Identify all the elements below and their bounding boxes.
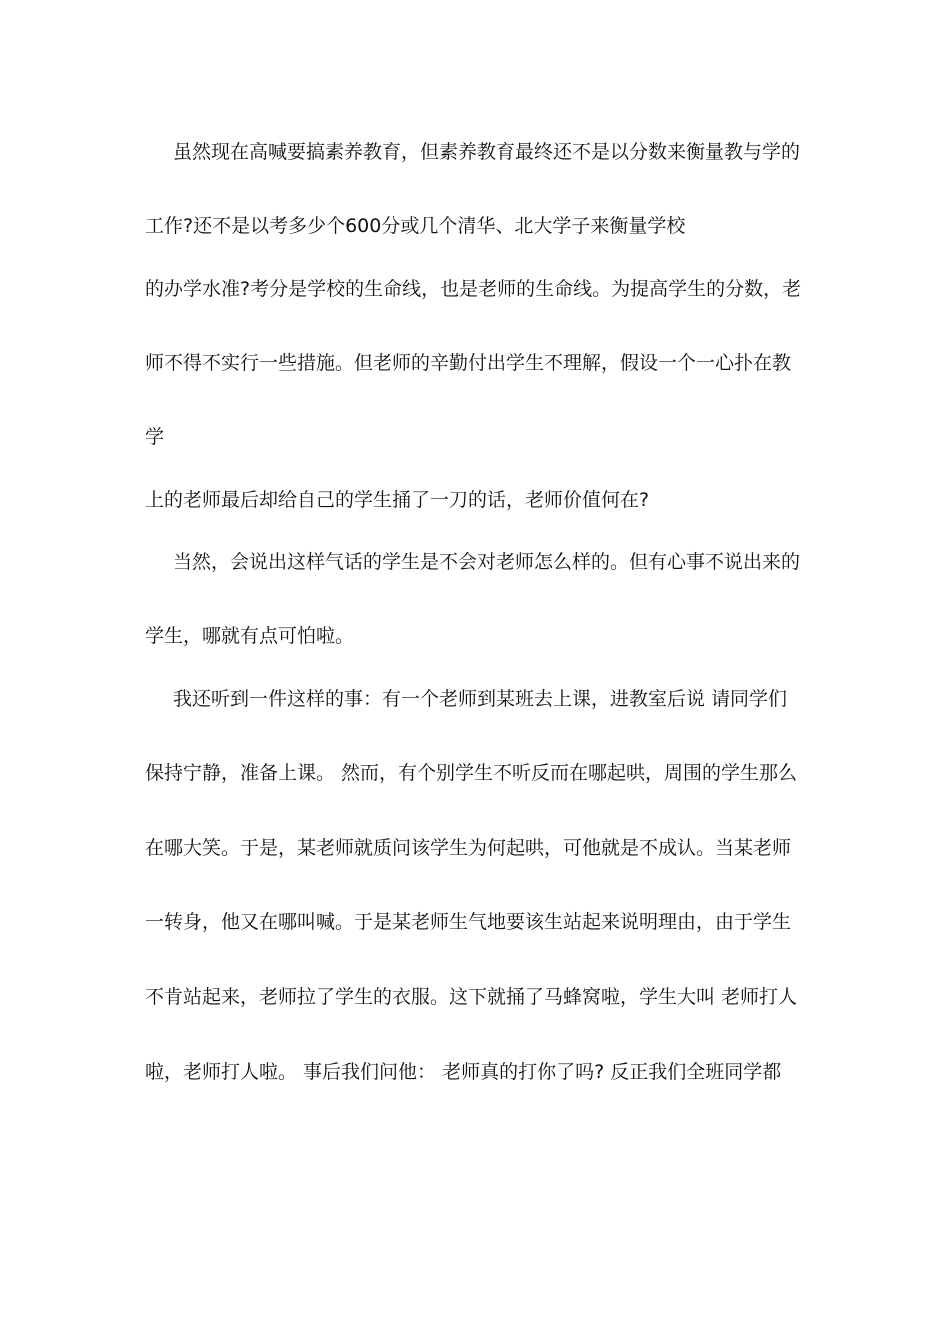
paragraph-line: 保持宁静，准备上课。 然而，有个别学生不听反而在哪起哄，周围的学生那么 bbox=[145, 762, 798, 784]
paragraph-line: 在哪大笑。于是，某老师就质问该学生为何起哄，可他就是不成认。当某老师 bbox=[145, 837, 792, 859]
paragraph-line: 啦，老师打人啦。 事后我们问他： 老师真的打你了吗? 反正我们全班同学都 bbox=[145, 1061, 782, 1083]
paragraph-line: 当然，会说出这样气话的学生是不会对老师怎么样的。但有心事不说出来的 bbox=[173, 551, 801, 573]
paragraph-line: 学 bbox=[145, 426, 165, 448]
paragraph-line: 虽然现在高喊要搞素养教育，但素养教育最终还不是以分数来衡量教与学的 bbox=[173, 141, 801, 163]
paragraph-line: 一转身，他又在哪叫喊。于是某老师生气地要该生站起来说明理由，由于学生 bbox=[145, 911, 792, 933]
paragraph-line: 工作?还不是以考多少个600分或几个清华、北大学子来衡量学校 bbox=[145, 215, 686, 237]
paragraph-line: 的办学水准?考分是学校的生命线，也是老师的生命线。为提高学生的分数，老 bbox=[145, 278, 802, 300]
paragraph-line: 师不得不实行一些措施。但老师的辛勤付出学生不理解，假设一个一心扑在教 bbox=[145, 352, 792, 374]
paragraph-line: 学生，哪就有点可怕啦。 bbox=[145, 625, 355, 647]
paragraph-line: 上的老师最后却给自己的学生捅了一刀的话，老师价值何在? bbox=[145, 489, 650, 511]
paragraph-line: 不肯站起来，老师拉了学生的衣服。这下就捅了马蜂窝啦，学生大叫 老师打人 bbox=[145, 986, 798, 1008]
paragraph-line: 我还听到一件这样的事：有一个老师到某班去上课，进教室后说 请同学们 bbox=[173, 688, 788, 710]
